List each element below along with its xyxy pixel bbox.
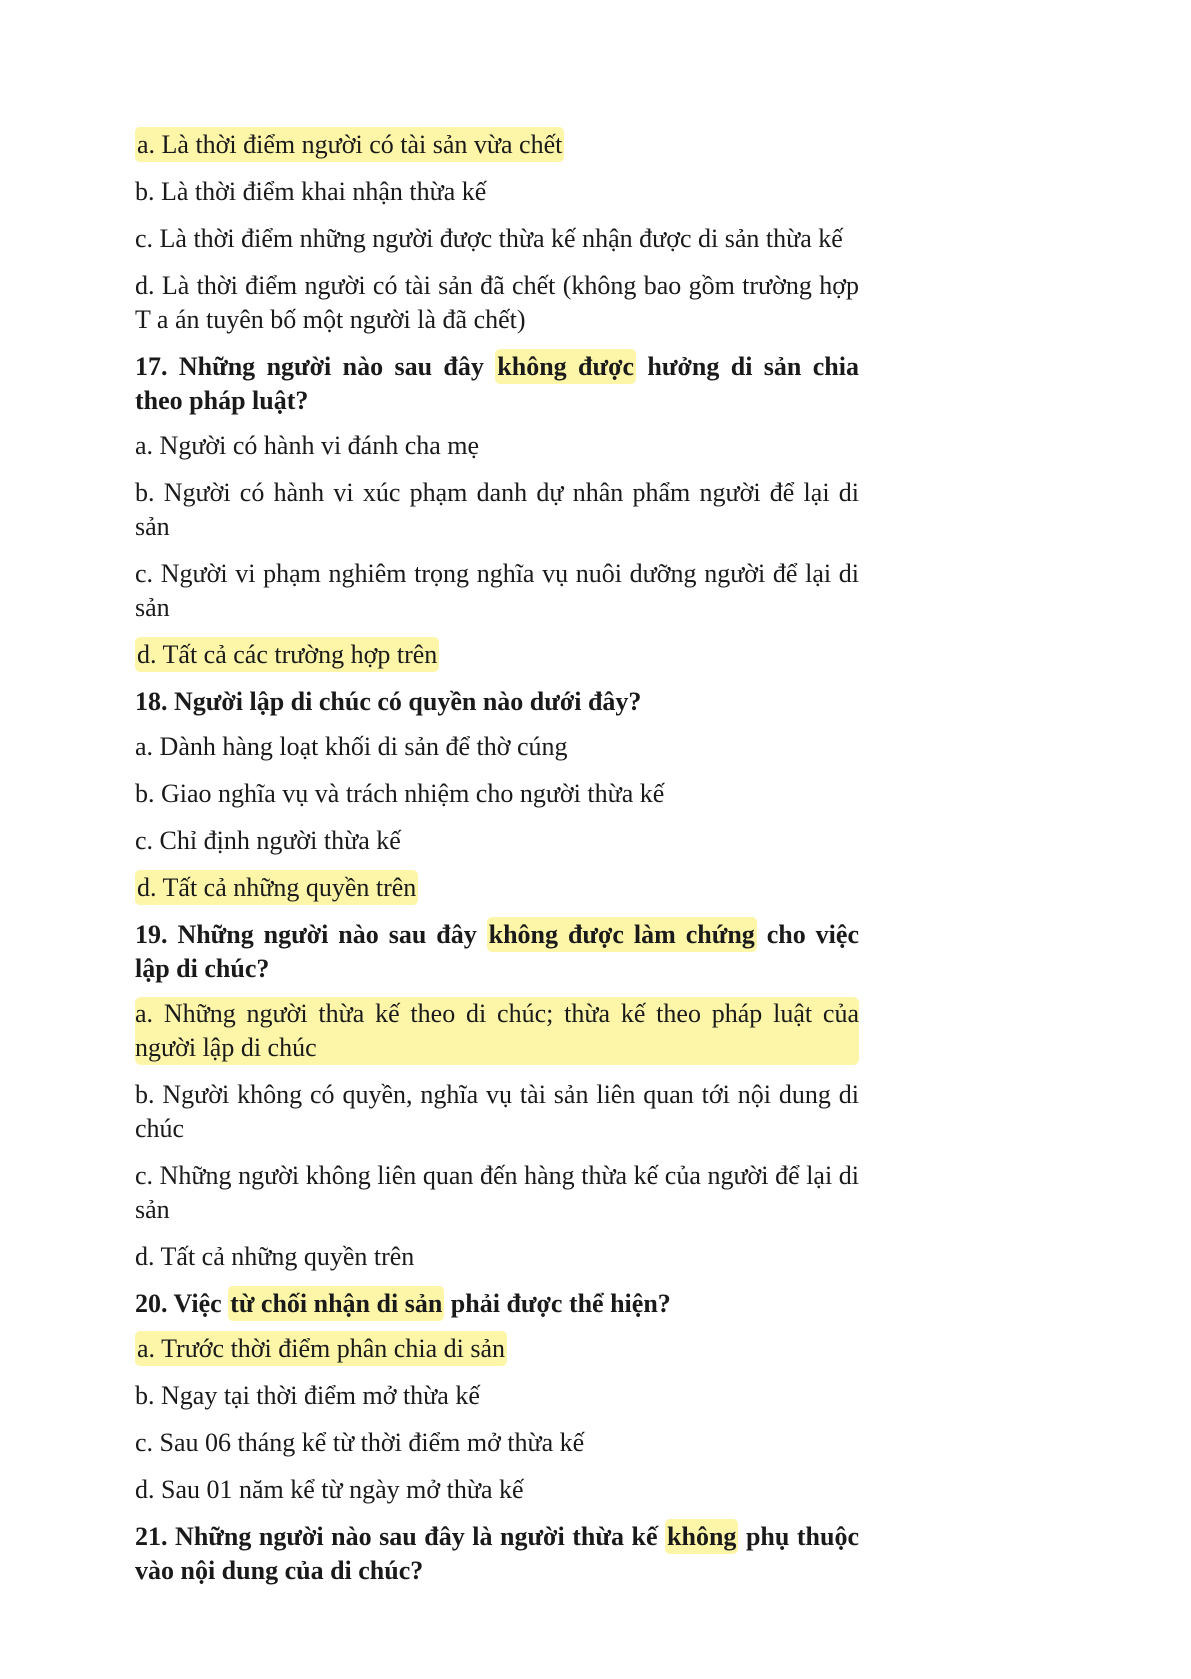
q20-option-c: c. Sau 06 tháng kể từ thời điểm mở thừa kế (135, 1428, 585, 1457)
q21-question: 21. Những người nào sau đây là người thừa kế không phụ thuộc vào nội dung của di chúc? (135, 1520, 859, 1588)
q18-option-b: b. Giao nghĩa vụ và trách nhiệm cho người thừa kế (135, 779, 665, 808)
q17-question: 17. Những người nào sau đây không được hưởng di sản chia theo pháp luật? (135, 350, 859, 418)
highlight: a. Trước thời điểm phân chia di sản (135, 1331, 507, 1366)
highlight: từ chối nhận di sản (228, 1286, 444, 1321)
q16-option-b: b. Là thời điểm khai nhận thừa kế (135, 177, 487, 206)
q17-option-d (135, 638, 859, 672)
q18-option-d (135, 871, 859, 905)
q16-option-c: c. Là thời điểm những người được thừa kế nhận được di sản thừa kế (135, 224, 843, 253)
q16-option-d: d. Là thời điểm người có tài sản đã chết (không bao gồm trường hợp T a án tuyên bố một người là đã chết) (135, 271, 859, 334)
q17-option-a: a. Người có hành vi đánh cha mẹ (135, 431, 480, 460)
highlight: không được (495, 349, 636, 384)
q20-option-a (135, 1332, 859, 1366)
q19-option-d: d. Tất cả những quyền trên (135, 1242, 415, 1271)
highlight: không (665, 1519, 738, 1554)
q16-option-a (135, 128, 859, 162)
q20-option-d: d. Sau 01 năm kể từ ngày mở thừa kế (135, 1475, 524, 1504)
highlight: d. Tất cả các trường hợp trên (135, 637, 439, 672)
q17-option-c: c. Người vi phạm nghiêm trọng nghĩa vụ nuôi dưỡng người để lại di sản (135, 559, 859, 622)
question-list (135, 128, 859, 1599)
q19-option-b: b. Người không có quyền, nghĩa vụ tài sản liên quan tới nội dung di chúc (135, 1080, 859, 1143)
q17-option-b: b. Người có hành vi xúc phạm danh dự nhân phẩm người để lại di sản (135, 478, 859, 541)
q19-option-a: a. Những người thừa kế theo di chúc; thừa kế theo pháp luật của người lập di chúc (135, 997, 859, 1065)
q19-option-c: c. Những người không liên quan đến hàng thừa kế của người để lại di sản (135, 1161, 859, 1224)
highlight: a. Là thời điểm người có tài sản vừa chết (135, 127, 564, 162)
q20-question: 20. Việc từ chối nhận di sản phải được thể hiện? (135, 1287, 859, 1321)
q18-question: 18. Người lập di chúc có quyền nào dưới đây? (135, 687, 642, 716)
q19-question: 19. Những người nào sau đây không được làm chứng cho việc lập di chúc? (135, 918, 859, 986)
q20-option-b: b. Ngay tại thời điểm mở thừa kế (135, 1381, 480, 1410)
q18-option-a: a. Dành hàng loạt khối di sản để thờ cúng (135, 732, 568, 761)
q18-option-c: c. Chỉ định người thừa kế (135, 826, 401, 855)
highlight: không được làm chứng (487, 917, 757, 952)
highlight: d. Tất cả những quyền trên (135, 870, 418, 905)
